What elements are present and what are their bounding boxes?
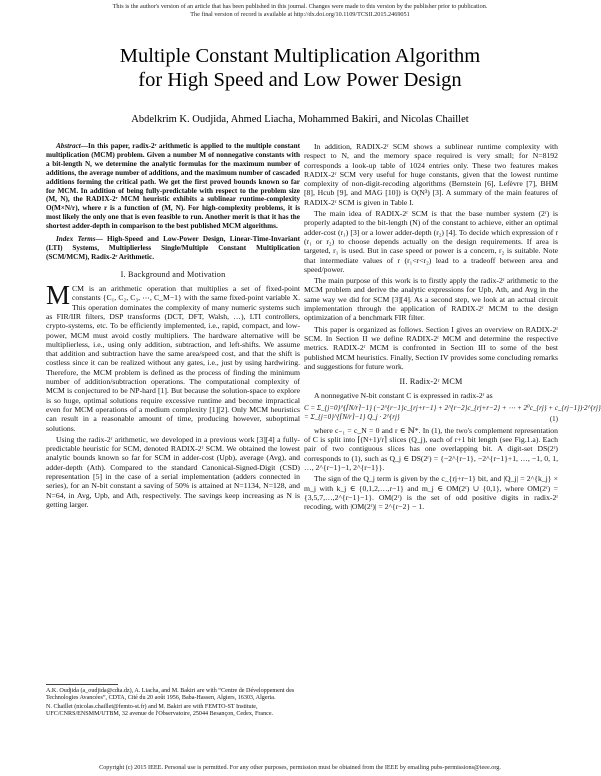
section-1-paragraph-1 xyxy=(46,280,300,433)
right-paragraph-1: In addition, RADIX-2ʳ SCM shows a sublinear runtime complexity with respect to N, and the memory space required is very small; for N=8192 corresponds a look-up table of 1024 entries only. These two features makes RADIX-2ʳ SCM very useful for huge constants, given that the lowest runtime complexity of non-digit-recoding algorithms (Bernstein [6], Lefèvre [7], BHM [8], Hcub [9], and MAG [10]) is O(N³) [3]. A summary of the main features of RADIX-2ʳ SCM is given in Table I. xyxy=(304,142,558,207)
right-paragraph-3: The main purpose of this work is to firstly apply the radix-2ʳ arithmetic to the MCM problem and derive the analytic expressions for Upb, Ath, and Avg in the same way we did for SCM [3][4]. As a second step, we look at an actual circuit implementation through the application of RADIX-2ʳ MCM to the design optimization of a benchmark FIR filter. xyxy=(304,276,558,323)
header-line-2: The final version of record is available at http://dx.doi.org/10.1109/TCSII.2015.2469051 xyxy=(190,11,410,18)
left-column xyxy=(46,142,300,511)
right-column xyxy=(304,142,601,513)
section-1-heading: I. Background and Motivation xyxy=(120,269,226,279)
title-line-1: Multiple Constant Multiplication Algorithm xyxy=(119,45,481,67)
paper-title xyxy=(0,44,600,92)
right-paragraph-2: The main idea of RADIX-2ʳ SCM is that the base number system (2ʳ) is properly adapted to the bit-length (N) of the constant to achieve, either an optimal adder-cost (r₁) [3] or a lower adder-depth (r₂) [4]. To decide which expression of r (r₁ or r₂) to choose depends actually on the design requirements. If area is targeted, r₁ is used. But in case speed or power is a concern, r₂ is suitable. Note that intermediate values of r (r₁<r<r₂) lead to a tradeoff between area and speed/power. xyxy=(304,209,558,274)
footnote-affiliation-2: N. Chaillet (nicolas.chaillet@femto-st.fr) and M. Bakiri are with FEMTO-ST Institute, UFC/CNRS/ENSMM/UTBM, 32 avenue de l'Observatoire, 25044 Besançon, Cedex, France. xyxy=(46,703,274,717)
section-2-heading: II. Radix-2ʳ MCM xyxy=(399,377,463,387)
index-terms-label: Index Terms xyxy=(56,235,96,244)
footnote-affiliation-1: A.K. Oudjida (a_oudjida@cdta.dz), A. Liacha, and M. Bakiri are with “Centre de Développement des Technologies Avancées”, CDTA, Cité du 20 août 1956, Baba-Hassen, Algiers, 16303, Algeria. xyxy=(46,688,295,702)
section-2-paragraph-2: where c₋₁ = c_N = 0 and r ∈ ℕ*. In (1), the two's complement representation of C is split into ⌈(N+1)/r⌉ slices (Q_j), each of r+1 bit length (see Fig.1.a). Each pair of two contiguous slices has one overlapping bit. A digit-set DS(2ʳ) corresponds to (1), such as Q_j ∈ DS(2ʳ) = {−2^{r−1}, −2^{r−1}+1, …, −1, 0, 1, …, 2^{r−1}−1, 2^{r−1}}. xyxy=(304,425,558,472)
abstract xyxy=(46,142,300,231)
section-2-paragraph-1: A nonnegative N-bit constant C is expressed in radix-2ʳ as xyxy=(314,391,493,401)
section-2-paragraph-3: The sign of the Q_j term is given by the c_{rj+r−1} bit, and |Q_j| = 2^{k_j} × m_j with k_j ∈ {0,1,2,…,r−1} and m_j ∈ OM(2ʳ) ∪ {0,1}, where OM(2ʳ) = {3,5,7,…,2^{r−1}−1}. OM(2ʳ) is the set of odd positive digits in radix-2ʳ recoding, with |OM(2ʳ)| = 2^{r−2} − 1. xyxy=(304,474,558,512)
equation-number: (1) xyxy=(549,414,558,423)
abstract-text: —In this paper, radix-2ʳ arithmetic is applied to the multiple constant multiplication (MCM) problem. Given a number M of nonnegative constants with a bit-length N, we determine the analytic formulas for the maximum number of additions, the average number of additions, and the maximum number of cascaded additions forming the critical path. We get the first proved bounds known so far for MCM. In addition of being fully-predictable with respect to the problem size (M, N), the RADIX-2ʳ MCM heuristic exhibits a sublinear runtime-complexity O(M×N/r), where r is a function of (M, N). For high-complexity problems, it is most likely the only one that is even feasible to run. Another merit is that it has the shortest adder-depth in comparison to the best published MCM algorithms. xyxy=(46,142,300,231)
section-1-paragraph-2: Using the radix-2ʳ arithmetic, we developed in a previous work [3][4] a fully-predictable heuristic for SCM, denoted RADIX-2ʳ SCM. We obtained the lowest analytic bounds known so far for SCM in adder-cost (Upb), average (Avg), and adder-depth (Ath). Compared to the standard Canonical-Signed-Digit (CSD) representation [5] in the case of a serial implementation (adders connected in series), for an N-bit constant a saving of 50% is attained at N=1134, N=128, and N=64, in Avg, Upb, and Ath, respectively. The savings keep increasing as N is getting larger. xyxy=(46,434,300,509)
footnotes xyxy=(46,688,300,719)
copyright-footer: Copyright (c) 2015 IEEE. Personal use is permitted. For any other purposes, permission must be obtained from the IEEE by emailing pubs-permissions@ieee.org. xyxy=(99,764,501,771)
right-paragraph-4: This paper is organized as follows. Section I gives an overview on RADIX-2ʳ SCM. In Section II we define RADIX-2ʳ MCM and determine the respective metrics. RADIX-2ʳ MCM is confronted in Section III to some of the best published MCM heuristics. Finally, Section IV provides some concluding remarks and suggestions for future work. xyxy=(304,324,558,371)
drop-cap: M xyxy=(46,280,71,311)
header-line-1: This is the author's version of an article that has been published in this journal. Changes were made to this version by the publisher prior to publication. xyxy=(112,3,488,10)
index-terms xyxy=(46,235,300,262)
journal-header xyxy=(0,3,600,19)
equation-1-line-2: = Σ_{j=0}^{⌈N/r⌉−1} Q_j · 2^{rj} xyxy=(304,412,400,421)
author-list: Abdelkrim K. Oudjida, Ahmed Liacha, Mohammed Bakiri, and Nicolas Chaillet xyxy=(131,114,469,125)
footnote-divider xyxy=(46,684,118,685)
equation-1 xyxy=(304,403,601,423)
equation-1-line-1: C = Σ_{j=0}^{⌈N/r⌉−1} (−2^{r−1}c_{rj+r−1} + 2^{r−2}c_{rj+r−2} + ⋯ + 2⁰c_{rj} + c_{rj−1})·2^{rj} xyxy=(304,403,601,412)
abstract-label: Abstract xyxy=(56,142,81,150)
index-terms-text: — High-Speed and Low-Power Design, Linear-Time-Invariant (LTI) Systems, Multiplierless Single/Multiple Constant Multiplication (SCM/MCM), Radix-2ʳ Arithmetic. xyxy=(46,235,300,261)
title-line-2: for High Speed and Low Power Design xyxy=(138,69,462,91)
section-1-paragraph-1-text: CM is an arithmetic operation that multiplies a set of fixed-point constants {C₁, C₂, C₃, ⋯, C_M−1} with the same fixed-point variable X. This operation dominates the complexity of many numeric systems such as FIR/IIR filters, DSP transforms (DCT, DFT, Walsh, …), LTI controllers, crypto-systems, etc. To be efficiently implemented, i.e., rapid, compact, and low-power, MCM must avoid costly multipliers. The hardware alternative will be multiplierless, i.e., using only addition, subtraction, and left-shifts. We assume that addition and subtraction have the same area/speed cost, and that the shift is costless since it can be realized without any gates, i.e., just by using hardwiring. Therefore, the MCM problem is defined as the process of finding the minimum number of addition/subtraction operations. The computational complexity of MCM is conjectured to be NP-hard [1]. But because the solution-space to explore is so huge, optimal solutions require excessive runtime and become impractical even for MCM operations of a medium complexity [1][2]. Only MCM heuristics can result in a reasonable amount of time, producing however, suboptimal solutions. xyxy=(46,284,300,433)
